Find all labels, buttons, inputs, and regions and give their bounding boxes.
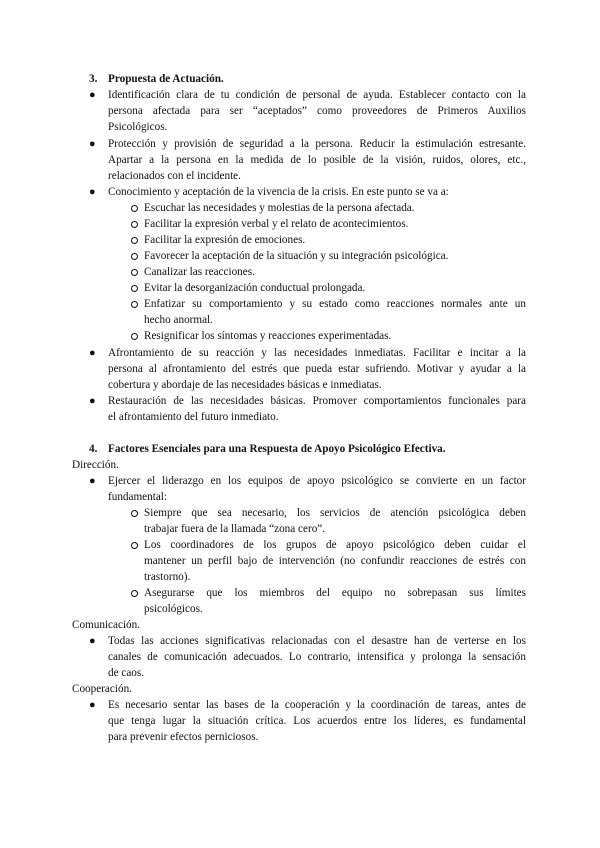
sub-bullet-circle [131,333,138,340]
list-item-line: Todas las acciones significativas relacionadas con el desastre han de verterse en los [108,635,526,647]
section-3-title: Propuesta de Actuación. [108,73,224,85]
sub-item-line: Escuchar las necesidades y molestias de la persona afectada. [144,202,415,214]
sub-item-line: trabajar fuera de la llamada “zona cero”. [144,523,326,535]
list-item-line: Psicológicos. [108,121,168,133]
sub-bullet-circle [131,269,138,276]
list-item-line: Identificación clara de tu condición de personal de ayuda. Establecer contacto con la [108,89,526,101]
list-item-line: Conocimiento y aceptación de la vivencia de la crisis. En este punto se va a: [108,186,449,198]
sub-item-line: Asegurarse que los miembros del equipo no sobrepasan sus límites [144,587,526,599]
sub-item-line: Siempre que sea necesario, los servicios de atención psicológica deben [144,507,526,519]
sub-item-line: psicológicos. [144,603,203,615]
sub-item-line: Resignificar los síntomas y reacciones experimentadas. [144,330,392,342]
sub-bullet-circle [131,221,138,228]
list-item-line: el afrontamiento del futuro inmediato. [108,411,279,423]
list-item-line: persona al afrontamiento del estrés que pueda estar sufriendo. Motivar y ayudar a la [108,363,526,375]
sub-item-line: hecho anormal. [144,314,213,326]
bullet-dot: ● [89,89,96,101]
subsection-label-direccion: Dirección. [72,459,119,471]
sub-item-line: Facilitar la expresión de emociones. [144,234,306,246]
list-item-line: Afrontamiento de su reacción y las necesidades inmediatas. Facilitar e incitar a la [108,347,526,359]
list-item-line: Apartar a la persona en la medida de lo posible de la visión, ruidos, olores, etc., [108,154,526,166]
sub-item-line: mantener un perfil bajo de intervención (no confundir reacciones de estrés con [144,555,526,567]
list-item-line: persona afectada para ser “aceptados” como proveedores de Primeros Auxilios [108,105,526,117]
bullet-dot: ● [89,138,96,150]
section-4-number: 4. [89,443,98,455]
sub-bullet-circle [131,285,138,292]
sub-bullet-circle [131,590,138,597]
list-item-line: canales de comunicación adecuados. Lo contrario, intensifica y prolonga la sensación [108,651,526,663]
bullet-dot: ● [89,699,96,711]
list-item-line: Protección y provisión de seguridad a la persona. Reducir la estimulación estresante. [108,138,526,150]
list-item-line: Ejercer el liderazgo en los equipos de apoyo psicológico se convierte en un factor [108,475,526,487]
bullet-dot: ● [89,186,96,198]
subsection-label-cooperacion: Cooperación. [72,683,132,695]
bullet-dot: ● [89,395,96,407]
bullet-dot: ● [89,635,96,647]
sub-item-line: trastorno). [144,571,191,583]
list-item-line: de caos. [108,667,145,679]
sub-item-line: Canalizar las reacciones. [144,266,255,278]
sub-bullet-circle [131,237,138,244]
sub-item-line: Favorecer la aceptación de la situación y su integración psicológica. [144,250,449,262]
sub-bullet-circle [131,253,138,260]
sub-bullet-circle [131,301,138,308]
list-item-line: relacionados con el incidente. [108,170,241,182]
list-item-line: Restauración de las necesidades básicas. Promover comportamientos funcionales para [108,395,526,407]
section-4-title: Factores Esenciales para una Respuesta de Apoyo Psicológico Efectiva. [108,443,446,455]
sub-item-line: Evitar la desorganización conductual prolongada. [144,282,366,294]
bullet-dot: ● [89,475,96,487]
sub-item-line: Enfatizar su comportamiento y su estado como reacciones normales ante un [144,298,526,310]
bullet-dot: ● [89,347,96,359]
sub-bullet-circle [131,542,138,549]
sub-bullet-circle [131,510,138,517]
subsection-label-comunicacion: Comunicación. [72,619,141,631]
list-item-line: fundamental: [108,491,168,503]
sub-item-line: Los coordinadores de los grupos de apoyo psicológico deben cuidar el [144,539,526,551]
sub-item-line: Facilitar la expresión verbal y el relato de acontecimientos. [144,218,409,230]
list-item-line: Es necesario sentar las bases de la cooperación y la coordinación de tareas, antes de [108,699,526,711]
sub-bullet-circle [131,205,138,212]
section-3-number: 3. [89,73,98,85]
list-item-line: cobertura y abordaje de las necesidades básicas e inmediatas. [108,379,382,391]
list-item-line: que tenga lugar la situación crítica. Los acuerdos entre los líderes, es fundamental [108,715,526,727]
list-item-line: para prevenir efectos perniciosos. [108,731,259,743]
